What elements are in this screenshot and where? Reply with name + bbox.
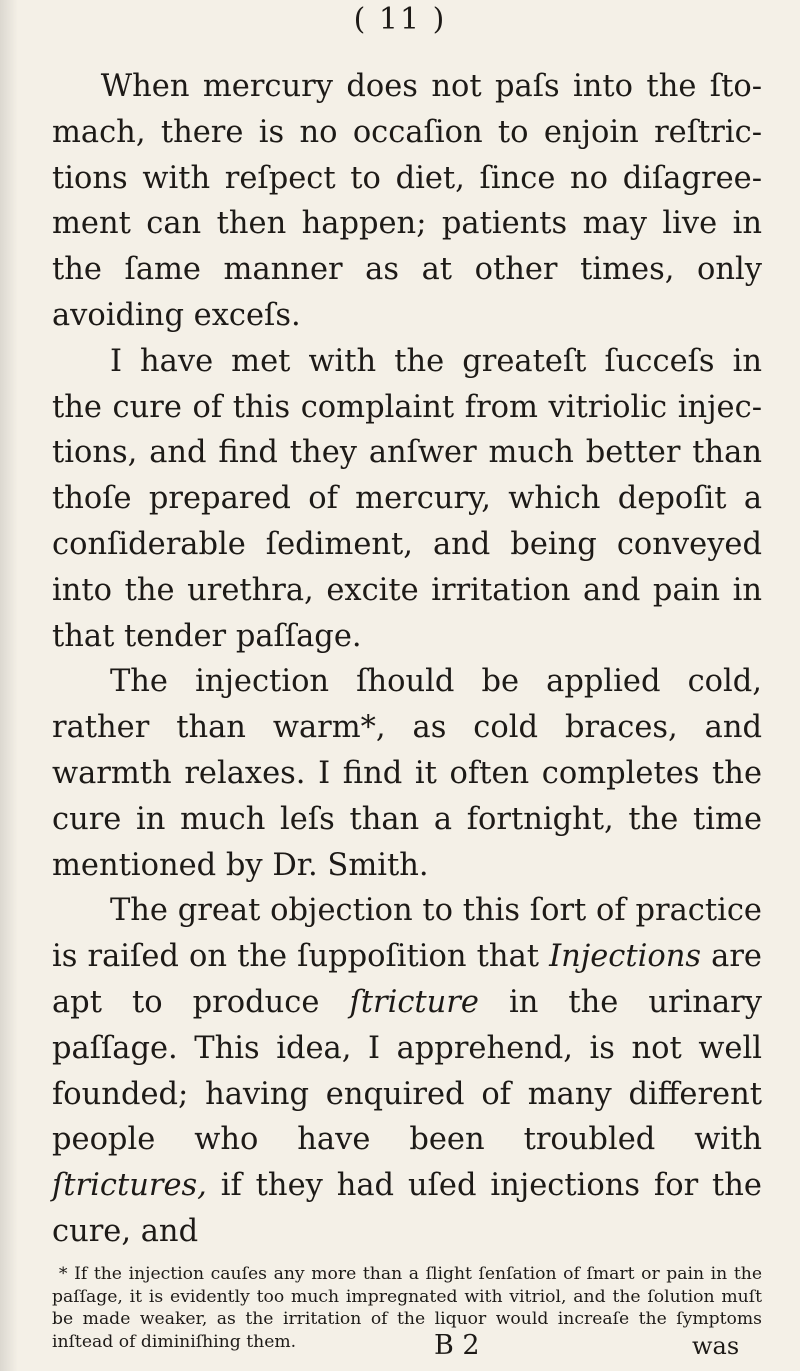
paragraph-4 [52, 888, 762, 1254]
main-text [52, 64, 762, 1255]
paragraph-4-text-d: if they had uſed injections for the cure, and [52, 1168, 762, 1249]
signature-mark: B 2 [434, 1330, 480, 1361]
paragraph-2: I have met with the greateſt ſucceſs in the cure of this complaint from vitriolic injections, and find they anſwer much better than thoſe prepared of mercury, which depoſit a conſiderable ſediment, and being conveyed into the urethra, excite irritation and pain in that tender paſſage. [52, 343, 762, 654]
paragraph-4-text-a: The great objection to this ſort of practice is raiſed on the ſuppoſition that [52, 893, 762, 975]
paragraph-3: The injection ſhould be applied cold, rather than warm*, as cold braces, and warmth relaxes. I find it often completes the cure in much leſs than a fortnight, the time mentioned by Dr. Smith. [52, 664, 762, 883]
italic-strictures: ſtrictures, [52, 1168, 207, 1204]
paragraph-4-text-b: are apt to produce [52, 939, 762, 1020]
catchword: was [692, 1332, 740, 1360]
footnote [52, 1263, 762, 1353]
italic-stricture: ſtricture [349, 984, 479, 1020]
footnote-text: * If the injection cauſes any more than a ſlight ſenſation of ſmart or pain in the paſſage, it is evidently too much impregnated with vitriol, and the ſolution muſt be made weaker, as the irritation of the liquor would increaſe the ſymptoms inſtead of diminiſhing them. [52, 1264, 762, 1352]
page-number: ( 11 ) [353, 2, 447, 37]
paragraph-1: When mercury does not paſs into the ſtomach, there is no occaſion to enjoin reſtrictions with reſpect to diet, ſince no diſagreement can then happen; patients may live in the ſame manner as at other times, only avoiding exceſs. [52, 69, 762, 333]
paragraph-4-text-c: in the urinary paſſage. This idea, I apprehend, is not well founded; having enquired of many different people who have been troubled with [52, 984, 762, 1158]
italic-injections: Injections [549, 939, 702, 975]
